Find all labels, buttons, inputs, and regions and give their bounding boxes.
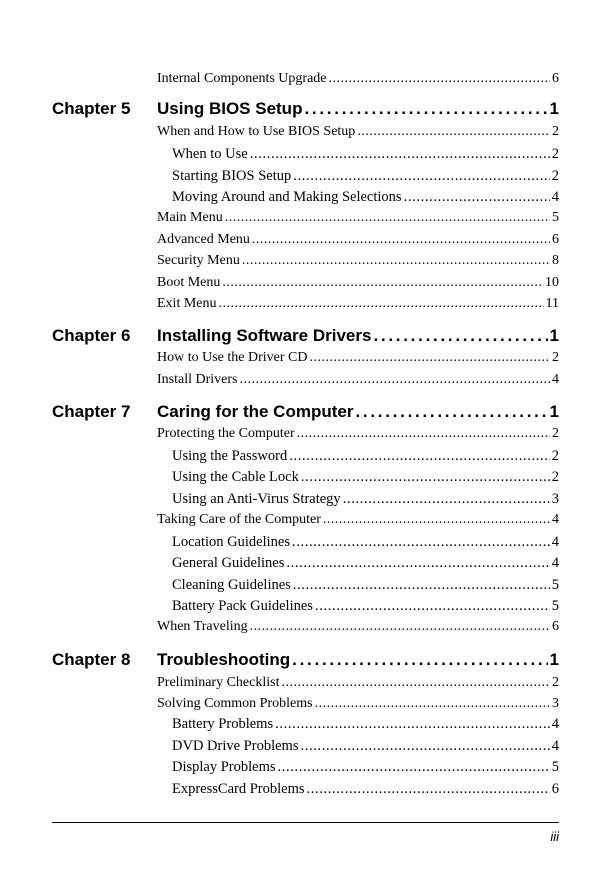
chapter-heading[interactable] — [157, 326, 559, 346]
toc-entry[interactable] — [157, 372, 559, 388]
dot-leader — [355, 402, 547, 422]
chapter-label: Chapter 7 — [52, 402, 131, 421]
toc-entry-title: Security Menu — [157, 253, 240, 268]
toc-entry[interactable] — [157, 675, 559, 691]
dot-leader — [250, 619, 550, 635]
dot-leader — [404, 189, 550, 206]
toc-entry-title: Main Menu — [157, 210, 223, 225]
dot-leader — [309, 350, 550, 366]
dot-leader — [225, 210, 550, 226]
dot-leader — [239, 372, 550, 388]
dot-leader — [292, 534, 550, 551]
toc-entry-title: Install Drivers — [157, 372, 238, 387]
toc-subentry[interactable] — [172, 146, 559, 163]
toc-entry-page: 5 — [552, 210, 559, 225]
footer-rule — [52, 822, 559, 823]
toc-entry-title: Starting BIOS Setup — [172, 168, 292, 184]
dot-leader — [281, 675, 550, 691]
toc-entry[interactable] — [157, 253, 559, 269]
chapter-page: 1 — [549, 326, 559, 345]
toc-entry-title: Battery Problems — [172, 716, 274, 732]
toc-entry[interactable] — [157, 512, 559, 528]
toc-entry-title: Battery Pack Guidelines — [172, 598, 313, 614]
chapter-title: Troubleshooting — [157, 650, 291, 669]
dot-leader — [373, 326, 547, 346]
toc-entry-page: 4 — [552, 512, 559, 527]
toc-entry[interactable] — [157, 124, 559, 140]
dot-leader — [304, 99, 547, 119]
dot-leader — [307, 781, 550, 798]
toc-subentry[interactable] — [172, 534, 559, 551]
dot-leader — [315, 696, 550, 712]
chapter-label: Chapter 5 — [52, 99, 131, 118]
toc-entry-page: 4 — [551, 555, 559, 571]
dot-leader — [323, 512, 550, 528]
toc-subentry[interactable] — [172, 448, 559, 465]
chapter-title: Caring for the Computer — [157, 402, 354, 421]
toc-entry-page: 5 — [551, 598, 559, 614]
dot-leader — [343, 491, 550, 508]
toc-entry-title: Moving Around and Making Selections — [172, 189, 402, 205]
dot-leader — [275, 716, 550, 733]
toc-entry-title: General Guidelines — [172, 555, 285, 571]
toc-subentry[interactable] — [172, 555, 559, 572]
toc-entry-page: 2 — [552, 350, 559, 365]
toc-entry-page: 2 — [552, 124, 559, 139]
toc-entry[interactable] — [157, 696, 559, 712]
chapter-label: Chapter 6 — [52, 326, 131, 345]
toc-entry-title: Display Problems — [172, 759, 276, 775]
toc-subentry[interactable] — [172, 716, 559, 733]
toc-entry-page: 4 — [551, 738, 559, 754]
dot-leader — [250, 146, 550, 163]
toc-subentry[interactable] — [172, 469, 559, 486]
dot-leader — [278, 759, 550, 776]
toc-subentry[interactable] — [172, 598, 559, 615]
toc-entry-page: 11 — [545, 296, 559, 311]
dot-leader — [289, 448, 550, 465]
toc-entry[interactable] — [157, 296, 559, 312]
toc-subentry[interactable] — [172, 577, 559, 594]
toc-entry-page: 6 — [551, 781, 559, 797]
toc-entry[interactable] — [157, 71, 559, 87]
toc-entry-title: Protecting the Computer — [157, 426, 295, 441]
dot-leader — [315, 598, 550, 615]
toc-entry-page: 2 — [551, 469, 559, 485]
toc-entry-title: ExpressCard Problems — [172, 781, 305, 797]
toc-entry-title: Cleaning Guidelines — [172, 577, 291, 593]
toc-entry-page: 4 — [551, 534, 559, 550]
toc-subentry[interactable] — [172, 738, 559, 755]
dot-leader — [357, 124, 550, 140]
toc-entry-page: 2 — [551, 448, 559, 464]
toc-entry-page: 2 — [551, 146, 559, 162]
dot-leader — [329, 71, 550, 87]
chapter-page: 1 — [549, 99, 559, 118]
dot-leader — [222, 275, 543, 291]
toc-subentry[interactable] — [172, 491, 559, 508]
toc-entry-title: DVD Drive Problems — [172, 738, 299, 754]
toc-subentry[interactable] — [172, 759, 559, 776]
toc-entry-page: 3 — [552, 696, 559, 711]
toc-entry-title: Using an Anti-Virus Strategy — [172, 491, 341, 507]
toc-entry-page: 3 — [551, 491, 559, 507]
toc-entry-title: Exit Menu — [157, 296, 217, 311]
toc-subentry[interactable] — [172, 781, 559, 798]
toc-entry-title: When to Use — [172, 146, 248, 162]
dot-leader — [300, 738, 549, 755]
toc-entry-page: 10 — [545, 275, 559, 290]
dot-leader — [301, 469, 550, 486]
chapter-title: Using BIOS Setup — [157, 99, 303, 118]
toc-entry-page: 2 — [552, 426, 559, 441]
toc-entry-title: Advanced Menu — [157, 232, 250, 247]
toc-entry[interactable] — [157, 350, 559, 366]
toc-entry-title: Boot Menu — [157, 275, 221, 290]
toc-entry-page: 6 — [552, 232, 559, 247]
toc-entry-title: Location Guidelines — [172, 534, 290, 550]
dot-leader — [292, 650, 547, 670]
toc-entry-page: 4 — [552, 372, 559, 387]
dot-leader — [242, 253, 550, 269]
toc-entry-title: Taking Care of the Computer — [157, 512, 321, 527]
chapter-page: 1 — [549, 402, 559, 421]
toc-entry-title: When and How to Use BIOS Setup — [157, 124, 356, 139]
chapter-heading[interactable] — [157, 650, 559, 670]
toc-entry-page: 6 — [552, 71, 559, 86]
page-number: iii — [550, 829, 559, 844]
toc-entry-title: Preliminary Checklist — [157, 675, 280, 690]
dot-leader — [252, 232, 550, 248]
chapter-heading[interactable] — [157, 99, 559, 119]
toc-entry-page: 5 — [551, 577, 559, 593]
dot-leader — [297, 426, 550, 442]
toc-entry-title: When Traveling — [157, 619, 248, 634]
toc-entry-page: 2 — [551, 168, 559, 184]
toc-entry-page: 6 — [552, 619, 559, 634]
toc-entry[interactable] — [157, 275, 559, 291]
toc-entry[interactable] — [157, 619, 559, 635]
chapter-label: Chapter 8 — [52, 650, 131, 669]
dot-leader — [286, 555, 549, 572]
dot-leader — [293, 168, 550, 185]
toc-entry-title: Using the Password — [172, 448, 288, 464]
toc-entry[interactable] — [157, 426, 559, 442]
toc-entry-page: 5 — [551, 759, 559, 775]
dot-leader — [219, 296, 544, 312]
toc-entry[interactable] — [157, 232, 559, 248]
dot-leader — [293, 577, 550, 594]
toc-entry-page: 8 — [552, 253, 559, 268]
toc-entry-page: 4 — [551, 716, 559, 732]
toc-subentry[interactable] — [172, 189, 559, 206]
toc-entry-page: 4 — [551, 189, 559, 205]
chapter-heading[interactable] — [157, 402, 559, 422]
toc-entry-title: Using the Cable Lock — [172, 469, 299, 485]
chapter-title: Installing Software Drivers — [157, 326, 372, 345]
toc-entry-title: Solving Common Problems — [157, 696, 313, 711]
toc-subentry[interactable] — [172, 168, 559, 185]
toc-entry-page: 2 — [552, 675, 559, 690]
toc-entry-title: How to Use the Driver CD — [157, 350, 308, 365]
chapter-page: 1 — [549, 650, 559, 669]
toc-entry-title: Internal Components Upgrade — [157, 71, 327, 86]
toc-entry[interactable] — [157, 210, 559, 226]
